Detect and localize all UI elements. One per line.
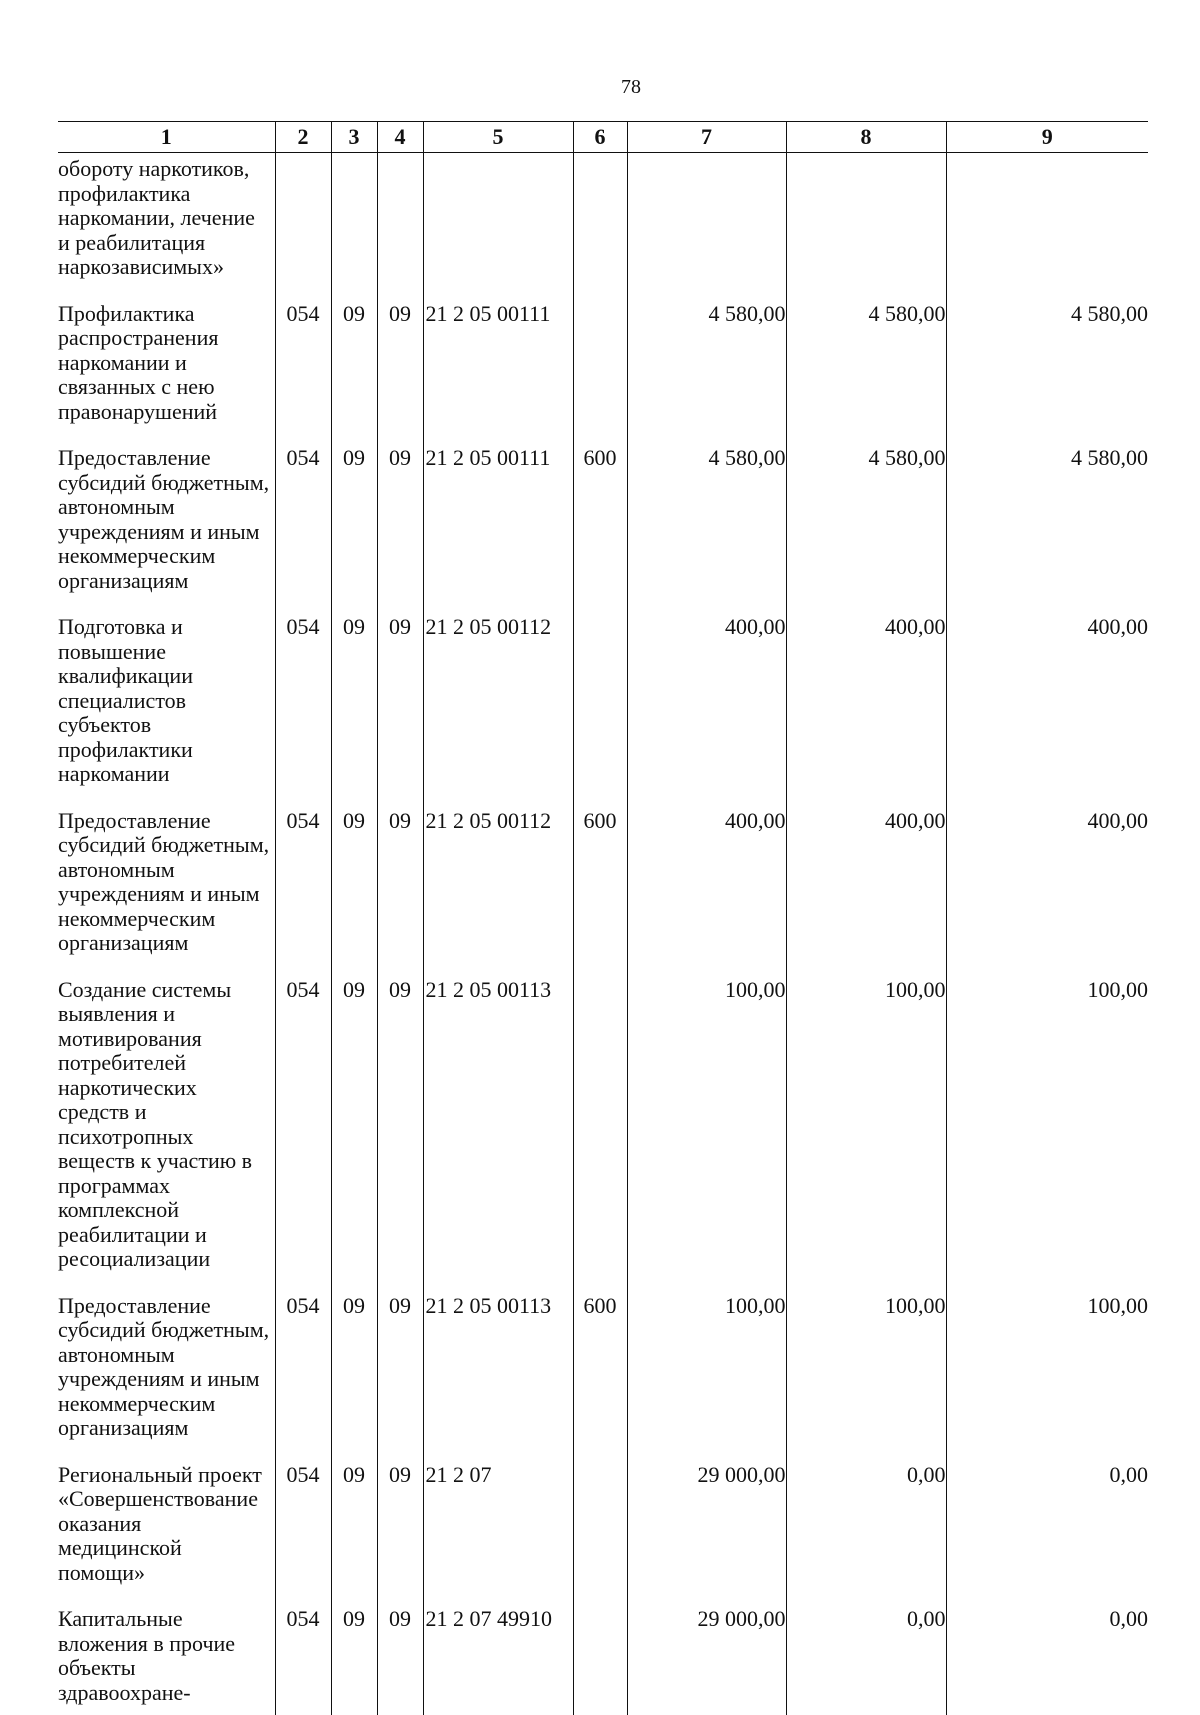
code-cell <box>275 153 331 290</box>
code-cell: 21 2 07 49910 <box>423 1595 573 1715</box>
code-cell: 21 2 05 00111 <box>423 434 573 603</box>
amount-cell: 4 580,00 <box>627 290 786 435</box>
code-cell: 09 <box>331 1595 377 1715</box>
code-cell: 21 2 05 00113 <box>423 966 573 1282</box>
row-name-cell <box>58 1451 275 1596</box>
amount-cell <box>627 153 786 290</box>
amount-cell: 0,00 <box>786 1451 946 1596</box>
code-cell <box>573 290 627 435</box>
table-row <box>58 966 1148 1282</box>
row-name-cell <box>58 153 275 290</box>
header-col-6: 6 <box>573 122 627 153</box>
code-cell: 21 2 05 00112 <box>423 603 573 797</box>
code-cell: 21 2 07 <box>423 1451 573 1596</box>
row-name: Региональный проект «Совершенствование оказания медицинской помощи» <box>58 1461 262 1585</box>
row-name: Предоставление субсидий бюджетным, автономным учреждениям и иным некоммерческим организациям <box>58 445 270 593</box>
code-cell: 054 <box>275 290 331 435</box>
header-col-5: 5 <box>423 122 573 153</box>
code-cell: 09 <box>377 1451 423 1596</box>
table-row <box>58 1451 1148 1596</box>
table-row <box>58 153 1148 290</box>
amount-cell: 400,00 <box>786 603 946 797</box>
amount-cell: 4 580,00 <box>946 434 1148 603</box>
code-cell: 21 2 05 00113 <box>423 1282 573 1451</box>
code-cell <box>573 1451 627 1596</box>
amount-cell: 100,00 <box>627 1282 786 1451</box>
amount-cell: 100,00 <box>946 1282 1148 1451</box>
page-number: 78 <box>621 76 641 98</box>
row-name-cell <box>58 797 275 966</box>
code-cell <box>573 966 627 1282</box>
code-cell: 054 <box>275 1282 331 1451</box>
code-cell: 09 <box>377 603 423 797</box>
amount-cell: 4 580,00 <box>786 434 946 603</box>
table-row <box>58 603 1148 797</box>
amount-cell: 4 580,00 <box>946 290 1148 435</box>
header-col-4: 4 <box>377 122 423 153</box>
code-cell: 09 <box>377 290 423 435</box>
header-col-3: 3 <box>331 122 377 153</box>
code-cell: 054 <box>275 1595 331 1715</box>
code-cell: 09 <box>331 966 377 1282</box>
row-name-cell <box>58 966 275 1282</box>
amount-cell: 100,00 <box>627 966 786 1282</box>
code-cell: 09 <box>331 1451 377 1596</box>
code-cell: 054 <box>275 603 331 797</box>
code-cell: 09 <box>331 603 377 797</box>
code-cell: 09 <box>331 797 377 966</box>
amount-cell: 400,00 <box>786 797 946 966</box>
table-row <box>58 797 1148 966</box>
code-cell: 09 <box>331 290 377 435</box>
row-name-cell <box>58 290 275 435</box>
amount-cell <box>946 153 1148 290</box>
code-cell: 09 <box>331 434 377 603</box>
amount-cell: 4 580,00 <box>627 434 786 603</box>
amount-cell: 0,00 <box>946 1451 1148 1596</box>
code-cell: 054 <box>275 1451 331 1596</box>
code-cell: 09 <box>377 966 423 1282</box>
header-col-8: 8 <box>786 122 946 153</box>
code-cell: 600 <box>573 1282 627 1451</box>
amount-cell: 400,00 <box>946 603 1148 797</box>
table-row <box>58 290 1148 435</box>
amount-cell: 29 000,00 <box>627 1451 786 1596</box>
code-cell: 09 <box>377 797 423 966</box>
code-cell: 054 <box>275 797 331 966</box>
amount-cell: 400,00 <box>627 603 786 797</box>
code-cell: 054 <box>275 434 331 603</box>
code-cell: 21 2 05 00111 <box>423 290 573 435</box>
code-cell <box>331 153 377 290</box>
amount-cell: 29 000,00 <box>627 1595 786 1715</box>
row-name: Предоставление субсидий бюджетным, автономным учреждениям и иным некоммерческим организациям <box>58 1292 270 1440</box>
code-cell <box>423 153 573 290</box>
code-cell: 09 <box>377 434 423 603</box>
row-name-cell <box>58 434 275 603</box>
row-name-cell <box>58 1595 275 1715</box>
row-name: Создание системы выявления и мотивирования потребителей наркотических средств и психотропных веществ к участию в программах комплексной реабилитации и ресоциализации <box>58 976 253 1271</box>
amount-cell: 4 580,00 <box>786 290 946 435</box>
row-name: Профилактика распространения наркомании и связанных с нею правонарушений <box>58 300 219 424</box>
row-name: Предоставление субсидий бюджетным, автономным учреждениям и иным некоммерческим организациям <box>58 807 270 955</box>
code-cell: 09 <box>377 1595 423 1715</box>
budget-table <box>58 121 1148 1715</box>
amount-cell <box>786 153 946 290</box>
code-cell: 600 <box>573 797 627 966</box>
amount-cell: 100,00 <box>946 966 1148 1282</box>
code-cell: 054 <box>275 966 331 1282</box>
code-cell: 09 <box>331 1282 377 1451</box>
header-col-2: 2 <box>275 122 331 153</box>
amount-cell: 400,00 <box>627 797 786 966</box>
code-cell <box>377 153 423 290</box>
code-cell: 21 2 05 00112 <box>423 797 573 966</box>
amount-cell: 100,00 <box>786 1282 946 1451</box>
table-row <box>58 1282 1148 1451</box>
row-name: Капитальные вложения в прочие объекты здравоохране- <box>58 1606 236 1705</box>
row-name-cell <box>58 603 275 797</box>
code-cell: 09 <box>377 1282 423 1451</box>
table-row <box>58 1595 1148 1715</box>
code-cell <box>573 153 627 290</box>
table-row <box>58 434 1148 603</box>
code-cell <box>573 603 627 797</box>
row-name: Подготовка и повышение квалификации специалистов субъектов профилактики наркомании <box>58 614 193 786</box>
header-col-9: 9 <box>946 122 1148 153</box>
header-col-7: 7 <box>627 122 786 153</box>
amount-cell: 100,00 <box>786 966 946 1282</box>
amount-cell: 400,00 <box>946 797 1148 966</box>
table-header-row <box>58 122 1148 153</box>
amount-cell: 0,00 <box>946 1595 1148 1715</box>
code-cell: 600 <box>573 434 627 603</box>
row-name-cell <box>58 1282 275 1451</box>
code-cell <box>573 1595 627 1715</box>
amount-cell: 0,00 <box>786 1595 946 1715</box>
header-col-1: 1 <box>58 122 275 153</box>
row-name: обороту наркотиков, профилактика наркомании, лечение и реабилитация наркозависимых» <box>58 156 255 279</box>
